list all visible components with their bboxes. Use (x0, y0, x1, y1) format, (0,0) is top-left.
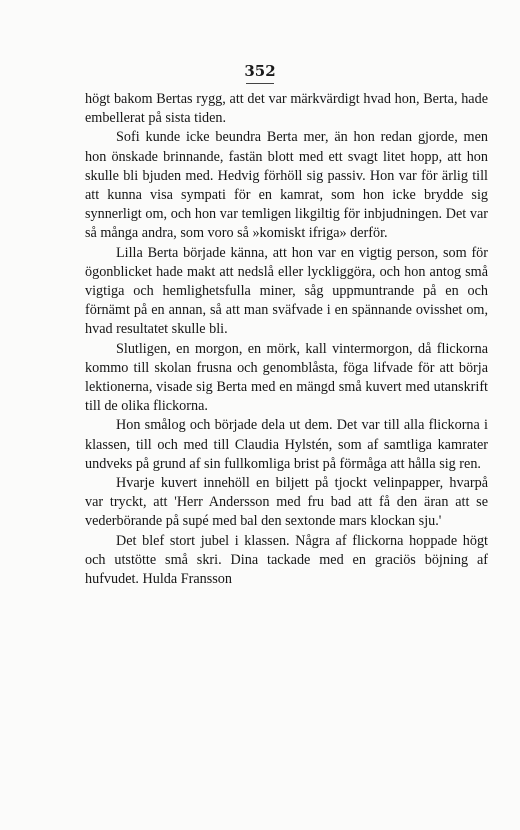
body-text (85, 90, 488, 589)
paragraph: Sofi kunde icke beundra Berta mer, än hon redan gjorde, men hon önskade brinnande, fastän blott med ett svagt litet hopp, att hon skulle bli bjuden med. Hedvig förhöll sig passiv. Hon var för ärlig till att kunna visa sympati för en kamrat, som hon icke brydde sig synnerligt om, och hon var temligen likgiltig för inbjudningen. Det var så många andra, som voro så »komiskt ifriga» derför. (85, 129, 488, 242)
page-number: 352 (244, 62, 276, 80)
page-number-underline (246, 83, 274, 84)
paragraph: Hon smålog och började dela ut dem. Det var till alla flickorna i klassen, till och med till Claudia Hylstén, som af samtliga kamrater undveks på grund af sin fullkomliga brist på förmåga att hålla sig ren. (85, 417, 488, 472)
paragraph: Hvarje kuvert innehöll en biljett på tjockt velinpapper, hvarpå var tryckt, att 'Herr Andersson med fru bad att få den äran att se vederbörande på supé med bal den sextonde mars klockan sju.' (85, 475, 488, 530)
paragraph-continuation: högt bakom Bertas rygg, att det var märkvärdigt hvad hon, Berta, hade embellerat på sista tiden. (85, 91, 488, 127)
paragraph-last: Det blef stort jubel i klassen. Några af flickorna hoppade högt och utstötte små skri. Dina tackade med en graciös böjning af hufvudet. Hulda Fransson (85, 532, 488, 588)
paragraph: Slutligen, en morgon, en mörk, kall vintermorgon, då flickorna kommo till skolan frusna och genomblåsta, föga lifvade för att börja lektionerna, visade sig Berta med en mängd små kuvert med utanskrift till de olika flickorna. (85, 340, 488, 415)
paragraph: Lilla Berta började känna, att hon var en vigtig person, som för ögonblicket hade makt att nedslå eller lyckliggöra, och hon antog små vigtiga och hemlighetsfulla miner, såg uppmuntrande på en och förnämt på en annan, så att man sväfvade i en spännande ovisshet om, hvad resultatet skulle bli. (85, 244, 488, 338)
